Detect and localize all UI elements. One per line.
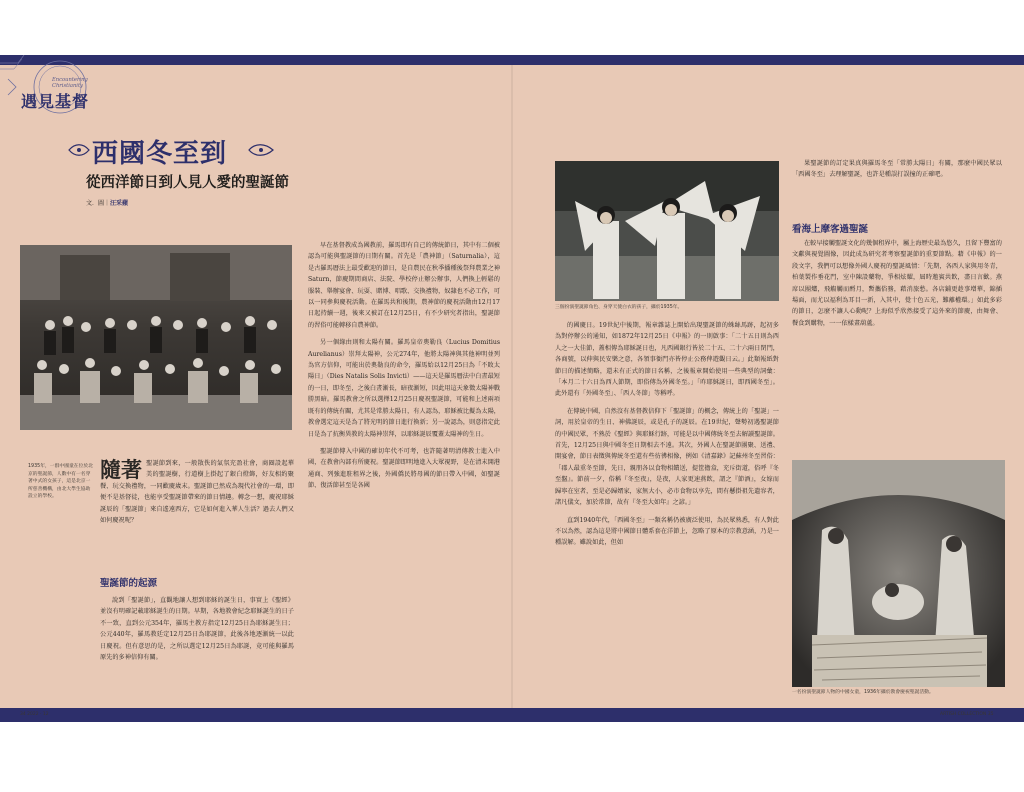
magazine-spread [0,55,1024,722]
byline-prefix: 文．圖｜ [86,200,111,207]
origins-text: 說到「聖誕節」，直觀地讓人想到耶穌的誕生日，事實上《聖經》並沒有明確記載耶穌誕生的日期。早期，各地教會紀念耶穌誕生的日子不一致，直到公元354年，羅馬主教方指定12月25日為耶穌誕生日；公元440年，羅馬教廷定12月25日為耶誕節，此後各地逐漸統一以此日慶祝。但有意思的是，之所以選定12月25日為耶誕，竟可能與羅馬原先的多神信仰有關。 [100,597,294,662]
article-title: 西國冬至到 [92,139,228,169]
shanghai-paragraph [792,238,1002,331]
right-column-4 [792,158,1002,183]
group-photo-image [20,245,292,430]
nativity-photo [792,460,1005,687]
page-gutter [511,65,513,708]
top-rule [0,55,1024,65]
col3-para1: 的國慶日。19世紀中後期，報章雜誌上開始出現聖誕節的蛛絲馬跡，起初多為對停辦公的通知，如1872年12月25日《申報》的一則啟事：「二十五日則為西人之一大佳節，蓋相傳為耶穌誕日也，凡西國銀行皆於二十五、二十六兩日閉門，各商號，以伸與民安樂之意，各領事衙門亦皆停止公務俾遊觀日云。」此類報紙對節日的描述簡略，還未有正式的節日名稱，之後報章開始使用一些典型的詞彙：「本月二十六日為西人節期，即俗傳為外國冬至。」「昨耶穌誕日，即西國冬至」。此外還有「外國冬至」、「西人冬節」等稱呼。 [555,322,779,398]
origins-paragraph [100,595,294,665]
byline-author: 汪采蘋 [110,200,129,207]
nativity-photo-caption: 一名扮演聖誕節人物的中國女童，1936年攝於教會慶祝聖誕活動。 [792,690,934,695]
angels-photo-caption: 三個扮演聖誕節角色、身穿天使白衣的孩子，攝於1935年。 [555,305,683,310]
intro-paragraph [100,458,294,528]
col2-para2: 另一個緣由則和太陽有關。羅馬皇帝奧勒良（Lucius Domitius Aurelianus）崇拜太陽神，公元274年，他將太陽神與其他神明並列為官方信仰，可能出於奧勒良的命令，羅馬始以12月25日為「不敗太陽日」（Dies Natalis Solis Invicti）——這天是羅馬曆法中白晝最短的一日，即冬至，之後白晝漸長，暗夜漸短，因此用這天象徵太陽神戰勝黑暗。羅馬教會之所以選擇12月25日慶祝聖誕節，可能和上述兩項既有的傳統有關，尤其是常勝太陽日，有人認為，耶穌被比擬為太陽，教會選定這天是為了將光明的節日進行換新；另一說認為，則意指定此日是為了抗衡異教的太陽神崇拜，以耶穌誕辰覆蓋太陽神的生日。 [308,339,500,438]
col4-para2: 在較早接觸聖誕文化的幾個租界中，屬上海歷史最為悠久，且留下豐富的文獻與視覺圖像，因此成為研究者考察聖誕節的重要節點。藉《申報》的一段文字，我們可以想像外國人慶祝的聖誕風情：「先期，各西人家與用冬青，柏葉製作垂花門，室中陳設藥物，爭相炫耀，屆時邀賓共飲，盡日言歡。燕席以團爐，飛觴觸而酹月，暫攜俗務，藉消旅愁。各店鋪更趁事增華，錦插場面，而尤以福利為耳目一新，入其中，覺十色五光，難離權環。」如此多彩的節日，怎麼不讓人心動呢？上海似乎欣然接受了這外來的節慶，由舞會、餐食到購物，一一依樣畫葫蘆。 [792,240,1002,327]
series-tag [0,55,125,140]
col4-para1: 果聖誕節的訂定果真與羅馬冬至「常勝太陽日」有關，那麼中國民眾以「西國冬至」去理解聖誕，也許是種誤打誤撞的正確吧。 [792,160,1002,179]
col2-para1: 早在基督教成為國教前，羅馬即有自己的傳統節日，其中有二個被認為可能與聖誕節的日期有關。首先是「農神節」（Saturnalia），這是古羅馬曆法上最受歡迎的節日，是自農民在秋季播種後祭拜農業之神Saturn，節慶期間商店、法院、學校停止辦公辦事，人們換上輕鬆的服裝、舉辦宴會、玩耍、賭博、唱歌、交換禮物，奴隸也不必工作，可以一同參與慶祝活動。在羅馬共和後期，農神節的慶祝活動由12月17日起持續一週，後來又被訂在12月25日，有不少研究者指出，聖誕節的習俗可能轉移自農神節。 [308,242,500,329]
intro-text: 聖誕節到來，一般散佚的氣氛充盈社會，商圈設起華美的聖誕樹，行道樹上掛起了銀白燈飾，好友相約聚餐、玩交換禮物，一同歡慶歲末。聖誕節已然成為現代社會的一環，即便不是基督徒，也能享受聖誕節帶來的節日情趣。轉念一想，慶祝耶穌誕辰的「聖誕節」來自遙遠西方，它是如何進入華人生活？過去人們又如何慶祝呢？ [100,460,294,525]
title-flourish-left-icon [67,143,91,157]
title-flourish-right-icon [247,143,275,157]
bottom-rule [0,708,1024,722]
right-column-3 [555,320,779,551]
nativity-photo-image [792,460,1005,687]
folio-right: ARTISH COLLECTION 35 [940,712,994,717]
col3-para2: 在傳統中國，自然沒有基督教信仰下「聖誕節」的概念，傳統上的「聖誕」一詞，用於皇帝的生日、神佛誕辰，或是孔子的誕辰。在19世紀，聲勢初遇聖誕節的中國民眾，不熟於《聖經》與耶穌行跡，可能是以中國傳統冬至去解讀聖誕節。首先，12月25日與中國冬至日期相去不遠。其次，外國人在聖誕節團聚、送禮、開宴會，節日表徵與傳統冬至還有些彷彿相像，例如《清嘉錄》記蘇州冬至習俗：「郡人最重冬至節，先日，親朋各以食物相饋送，提筐擔盒，充斥街道，俗呼『冬至盤』。節前一夕，俗稱『冬至夜』，是夜，人家更速燕飲，謂之『節酒』，女嫁而歸寧在室者，至是必歸婿家，家無大小，必市食物以享先，間有懸掛祖先遺容者，諸凡儀文，加於常節，故有『冬至大如年』之諺。」 [555,407,779,507]
group-photo-caption: 1935年，一群中國童在位於北京的聖誕節，人數中有一名穿著中式的女孩子，這是北京一所慈善機構，由北大學生協助設立的學校。 [28,464,93,500]
series-label: 遇見基督 [21,92,90,111]
col3-para3: 直到1940年代，「西國冬至」一類名稱仍被廣泛使用，為民眾熟悉，有人對此不以為然，認為這是將中國節日體系套在洋節上，忽略了原本的宗教意涵，乃是一種誤解。雖說如此，但如 [555,516,779,547]
series-script-text [52,77,88,89]
article-subtitle: 從西洋節日到人見人愛的聖誕節 [86,175,289,191]
section-heading-shanghai: 看海上摩客過聖誕 [792,224,869,235]
series-script-line2: Christianity [52,83,83,89]
section-heading-origins: 聖誕節的起源 [100,578,158,589]
angels-photo [555,161,779,301]
left-column-2 [308,240,500,494]
byline [86,198,128,207]
group-photo [20,245,292,430]
angels-photo-image [555,161,779,301]
col2-para3: 聖誕節傳入中國的確切年代不可考，也許隨著明清傳教士進入中國，在教會內部有所慶祝。聖誕節即明地進入大眾視野，是在清末開港通商、列強進駐租界之後，外國僑民將母國的節日帶入中國，如聖誕節、復活節甚至是各國 [308,447,500,490]
folio-left: 34 2022 · 12 [20,712,49,717]
series-script-line1: Encountering [52,77,88,83]
drop-cap: 隨著 [100,457,142,482]
